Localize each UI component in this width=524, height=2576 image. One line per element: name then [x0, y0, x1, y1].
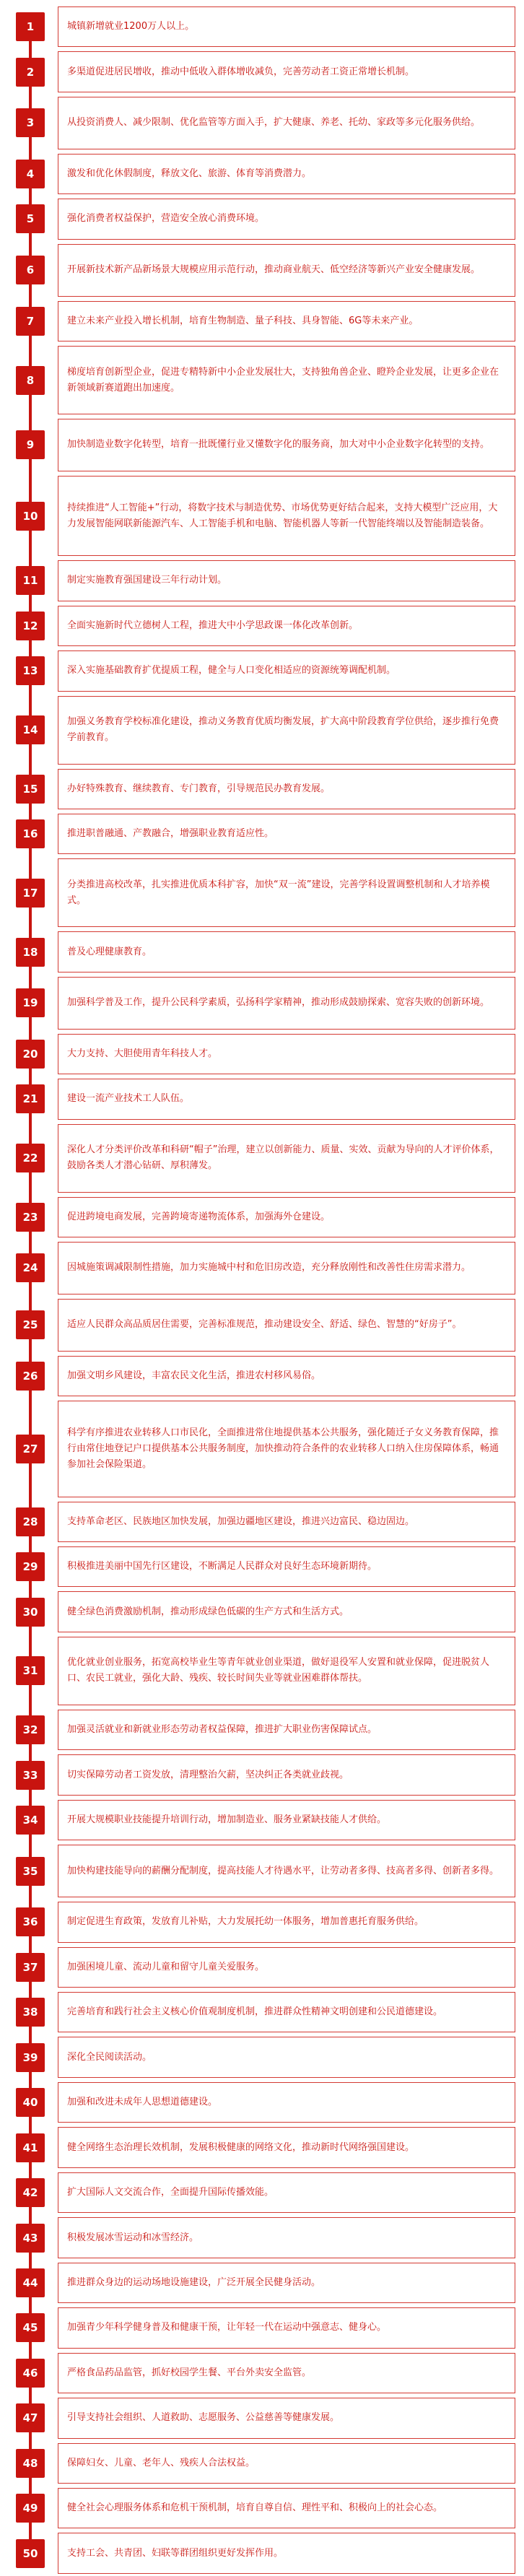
list-item: [9, 1591, 515, 1632]
item-number-badge: 33: [16, 1761, 45, 1790]
item-text: 办好特殊教育、继续教育、专门教育，引导规范民办教育发展。: [58, 769, 515, 809]
item-text: 深化全民阅读活动。: [58, 2037, 515, 2077]
item-number-badge: 21: [16, 1084, 45, 1113]
list-item: [9, 1992, 515, 2032]
item-number-badge: 29: [16, 1552, 45, 1581]
item-number-badge: 24: [16, 1253, 45, 1282]
list-item: [9, 346, 515, 414]
item-text: 从投资消费人、减少限制、优化监管等方面入手，扩大健康、养老、托幼、家政等多元化服务供给。: [58, 97, 515, 149]
item-text: 科学有序推进农业转移人口市民化，全面推进常住地提供基本公共服务，强化随迁子女义务教育保障，推行由常住地登记户口提供基本公共服务制度，加快推动符合条件的农业转移人口纳入住房保障体系，畅通参加社会保险渠道。: [58, 1401, 515, 1497]
item-number-badge: 16: [16, 819, 45, 848]
item-number-badge: 48: [16, 2449, 45, 2478]
item-number-badge: 17: [16, 879, 45, 908]
item-text: 开展新技术新产品新场景大规模应用示范行动，推动商业航天、低空经济等新兴产业安全健康发展。: [58, 244, 515, 297]
list-item: [9, 1637, 515, 1705]
item-number-badge: 11: [16, 566, 45, 595]
item-number-badge: 2: [16, 58, 45, 87]
list-item: [9, 2082, 515, 2123]
item-text: 制定促进生育政策，发放育儿补贴，大力发展托幼一体服务，增加普惠托育服务供给。: [58, 1902, 515, 1942]
list-item: [9, 301, 515, 341]
item-number-badge: 31: [16, 1656, 45, 1685]
item-number-badge: 15: [16, 775, 45, 804]
item-text: 制定实施教育强国建设三年行动计划。: [58, 560, 515, 601]
item-text: 健全社会心理服务体系和危机干预机制，培育自尊自信、理性平和、积极向上的社会心态。: [58, 2488, 515, 2528]
list-item: [9, 1242, 515, 1294]
list-item: [9, 6, 515, 47]
item-number-badge: 41: [16, 2133, 45, 2162]
item-text: 引导支持社会组织、人道救助、志愿服务、公益慈善等健康发展。: [58, 2398, 515, 2438]
item-text: 加强文明乡风建设，丰富农民文化生活，推进农村移风易俗。: [58, 1356, 515, 1396]
item-number-badge: 14: [16, 715, 45, 744]
item-number-badge: 6: [16, 256, 45, 284]
list-item: [9, 97, 515, 149]
list-item: [9, 2443, 515, 2484]
item-number-badge: 22: [16, 1144, 45, 1172]
item-number-badge: 3: [16, 108, 45, 137]
item-number-badge: 30: [16, 1598, 45, 1627]
list-item: [9, 1800, 515, 1840]
list-item: [9, 2398, 515, 2438]
item-text: 深入实施基础教育扩优提质工程，健全与人口变化相适应的资源统筹调配机制。: [58, 650, 515, 691]
item-text: 完善培育和践行社会主义核心价值观制度机制，推进群众性精神文明创建和公民道德建设。: [58, 1992, 515, 2032]
list-item: [9, 2217, 515, 2258]
item-number-badge: 20: [16, 1040, 45, 1069]
item-text: 严格食品药品监管，抓好校园学生餐、平台外卖安全监管。: [58, 2353, 515, 2393]
list-item: [9, 2353, 515, 2393]
item-text: 推进职普融通、产教融合，增强职业教育适应性。: [58, 814, 515, 854]
item-text: 普及心理健康教育。: [58, 931, 515, 972]
item-number-badge: 1: [16, 12, 45, 41]
list-item: [9, 1124, 515, 1193]
item-number-badge: 37: [16, 1953, 45, 1982]
list-item: [9, 1754, 515, 1795]
item-text: 城镇新增就业1200万人以上。: [58, 6, 515, 47]
list-item: [9, 560, 515, 601]
list-item: [9, 2037, 515, 2077]
item-number-badge: 9: [16, 430, 45, 459]
list-item: [9, 858, 515, 927]
list-item: [9, 1299, 515, 1352]
item-text: 支持工会、共青团、妇联等群团组织更好发挥作用。: [58, 2533, 515, 2573]
item-text: 开展大规模职业技能提升培训行动，增加制造业、服务业紧缺技能人才供给。: [58, 1800, 515, 1840]
item-text: 加强义务教育学校标准化建设，推动义务教育优质均衡发展，扩大高中阶段教育学位供给，逐步推行免费学前教育。: [58, 696, 515, 765]
item-text: 持续推进“人工智能+”行动，将数字技术与制造优势、市场优势更好结合起来，支持大模型广泛应用，大力发展智能网联新能源汽车、人工智能手机和电脑、智能机器人等新一代智能终端以及智能制造装备。: [58, 476, 515, 556]
item-number-badge: 42: [16, 2178, 45, 2207]
item-text: 加快制造业数字化转型，培育一批既懂行业又懂数字化的服务商，加大对中小企业数字化转型的支持。: [58, 419, 515, 471]
item-number-badge: 7: [16, 307, 45, 336]
item-text: 积极推进美丽中国先行区建设，不断满足人民群众对良好生态环境新期待。: [58, 1546, 515, 1587]
item-text: 建立未来产业投入增长机制，培育生物制造、量子科技、具身智能、6G等未来产业。: [58, 301, 515, 341]
list-item: [9, 1902, 515, 1942]
list-item: [9, 1034, 515, 1074]
item-number-badge: 47: [16, 2403, 45, 2432]
item-text: 加强困境儿童、流动儿童和留守儿童关爱服务。: [58, 1947, 515, 1988]
item-text: 加强科学普及工作，提升公民科学素质，弘扬科学家精神，推动形成鼓励探索、宽容失败的创新环境。: [58, 977, 515, 1030]
item-text: 分类推进高校改革，扎实推进优质本科扩容，加快“双一流”建设，完善学科设置调整机制和人才培养模式。: [58, 858, 515, 927]
list-item: [9, 814, 515, 854]
item-number-badge: 4: [16, 160, 45, 188]
item-number-badge: 18: [16, 938, 45, 967]
list-item: [9, 1356, 515, 1396]
item-number-badge: 45: [16, 2313, 45, 2342]
item-text: 健全网络生态治理长效机制，发展积极健康的网络文化，推动新时代网络强国建设。: [58, 2127, 515, 2167]
item-text: 强化消费者权益保护，营造安全放心消费环境。: [58, 199, 515, 239]
list-item: [9, 2488, 515, 2528]
item-text: 大力支持、大胆使用青年科技人才。: [58, 1034, 515, 1074]
list-item: [9, 419, 515, 471]
list-item: [9, 606, 515, 646]
item-number-badge: 44: [16, 2268, 45, 2297]
item-text: 深化人才分类评价改革和科研“帽子”治理，建立以创新能力、质量、实效、贡献为导向的人才评价体系，鼓励各类人才潜心钻研、厚积薄发。: [58, 1124, 515, 1193]
list-item: [9, 1710, 515, 1750]
item-number-badge: 10: [16, 502, 45, 531]
list-item: [9, 650, 515, 691]
list-item: [9, 1502, 515, 1542]
list-item: [9, 1546, 515, 1587]
item-number-badge: 34: [16, 1806, 45, 1835]
item-number-badge: 43: [16, 2224, 45, 2253]
list-item: [9, 1947, 515, 1988]
list-item: [9, 1197, 515, 1237]
item-number-badge: 19: [16, 988, 45, 1017]
list-item: [9, 2127, 515, 2167]
list-item: [9, 696, 515, 765]
item-text: 激发和优化休假制度，释放文化、旅游、体育等消费潜力。: [58, 154, 515, 194]
item-number-badge: 28: [16, 1507, 45, 1536]
item-number-badge: 27: [16, 1435, 45, 1463]
item-number-badge: 12: [16, 612, 45, 640]
item-text: 多渠道促进居民增收，推动中低收入群体增收减负，完善劳动者工资正常增长机制。: [58, 51, 515, 92]
list-item: [9, 977, 515, 1030]
list-item: [9, 2307, 515, 2348]
item-text: 梯度培育创新型企业，促进专精特新中小企业发展壮大，支持独角兽企业、瞪羚企业发展，让更多企业在新领域新赛道跑出加速度。: [58, 346, 515, 414]
item-text: 加强青少年科学健身普及和健康干预，让年轻一代在运动中强意志、健身心。: [58, 2307, 515, 2348]
item-text: 积极发展冰雪运动和冰雪经济。: [58, 2217, 515, 2258]
list-item: [9, 476, 515, 556]
item-number-badge: 35: [16, 1857, 45, 1886]
item-number-badge: 50: [16, 2539, 45, 2568]
item-text: 全面实施新时代立德树人工程，推进大中小学思政课一体化改革创新。: [58, 606, 515, 646]
item-text: 加快构建技能导向的薪酬分配制度，提高技能人才待遇水平，让劳动者多得、技高者多得、创新者多得。: [58, 1845, 515, 1897]
item-text: 建设一流产业技术工人队伍。: [58, 1079, 515, 1119]
item-number-badge: 5: [16, 204, 45, 233]
item-text: 加强和改进未成年人思想道德建设。: [58, 2082, 515, 2123]
list-item: [9, 1845, 515, 1897]
item-number-badge: 26: [16, 1362, 45, 1391]
item-text: 因城施策调减限制性措施，加力实施城中村和危旧房改造，充分释放刚性和改善性住房需求潜力。: [58, 1242, 515, 1294]
list-item: [9, 769, 515, 809]
item-text: 切实保障劳动者工资发放，清理整治欠薪，坚决纠正各类就业歧视。: [58, 1754, 515, 1795]
item-number-badge: 13: [16, 656, 45, 685]
item-text: 支持革命老区、民族地区加快发展，加强边疆地区建设，推进兴边富民、稳边固边。: [58, 1502, 515, 1542]
item-number-badge: 25: [16, 1310, 45, 1339]
item-text: 扩大国际人文交流合作，全面提升国际传播效能。: [58, 2172, 515, 2213]
item-text: 促进跨境电商发展，完善跨境寄递物流体系，加强海外仓建设。: [58, 1197, 515, 1237]
item-number-badge: 46: [16, 2359, 45, 2388]
list-item: [9, 244, 515, 297]
list-item: [9, 2263, 515, 2303]
list-item: [9, 1401, 515, 1497]
item-number-badge: 49: [16, 2494, 45, 2523]
list-item: [9, 154, 515, 194]
item-number-badge: 39: [16, 2043, 45, 2072]
item-text: 保障妇女、儿童、老年人、残疾人合法权益。: [58, 2443, 515, 2484]
item-text: 健全绿色消费激励机制，推动形成绿色低碳的生产方式和生活方式。: [58, 1591, 515, 1632]
item-number-badge: 40: [16, 2088, 45, 2117]
item-text: 适应人民群众高品质居住需要，完善标准规范，推动建设安全、舒适、绿色、智慧的“好房子”。: [58, 1299, 515, 1352]
item-text: 优化就业创业服务，拓宽高校毕业生等青年就业创业渠道，做好退役军人安置和就业保障，促进脱贫人口、农民工就业，强化大龄、残疾、较长时间失业等就业困难群体帮扶。: [58, 1637, 515, 1705]
list-item: [9, 2533, 515, 2573]
item-number-badge: 8: [16, 366, 45, 395]
item-text: 推进群众身边的运动场地设施建设，广泛开展全民健身活动。: [58, 2263, 515, 2303]
item-number-badge: 36: [16, 1907, 45, 1936]
list-item: [9, 2172, 515, 2213]
list-item: [9, 51, 515, 92]
item-number-badge: 32: [16, 1715, 45, 1744]
item-text: 加强灵活就业和新就业形态劳动者权益保障，推进扩大职业伤害保障试点。: [58, 1710, 515, 1750]
list-item: [9, 199, 515, 239]
item-number-badge: 38: [16, 1998, 45, 2027]
list-item: [9, 1079, 515, 1119]
item-number-badge: 23: [16, 1203, 45, 1232]
list-item: [9, 931, 515, 972]
